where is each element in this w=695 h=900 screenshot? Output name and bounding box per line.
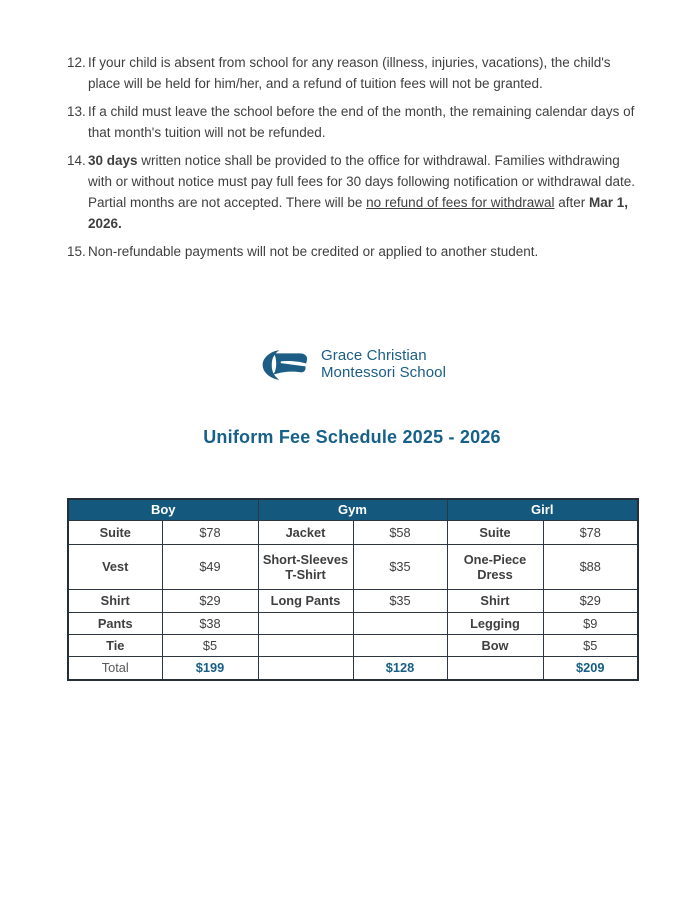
- school-logo: [67, 348, 637, 381]
- price-cell: $5: [543, 634, 638, 656]
- item-cell: Pants: [68, 612, 162, 634]
- policy-text: [88, 150, 637, 234]
- column-header-gym: Gym: [258, 499, 447, 520]
- page-title: Uniform Fee Schedule 2025 - 2026: [203, 427, 501, 447]
- price-cell: $78: [162, 520, 258, 544]
- total-row: [68, 656, 638, 680]
- policy-text: Non-refundable payments will not be credited or applied to another student.: [88, 244, 539, 259]
- policy-text-segment: after: [554, 195, 590, 210]
- school-book-logo-icon: [258, 349, 310, 381]
- price-cell: $29: [543, 589, 638, 612]
- table-row: [68, 634, 638, 656]
- price-cell: $5: [162, 634, 258, 656]
- item-cell: Bow: [447, 634, 543, 656]
- policy-text: If a child must leave the school before the end of the month, the remaining calendar days of that month's tuition will not be refunded.: [88, 104, 635, 140]
- column-header-boy: Boy: [68, 499, 258, 520]
- item-cell: Vest: [68, 544, 162, 589]
- item-cell: Legging: [447, 612, 543, 634]
- underlined-text: no refund of fees for withdrawal: [366, 195, 555, 210]
- price-cell: $29: [162, 589, 258, 612]
- policy-item-14: [67, 150, 637, 234]
- total-value-girl: $209: [543, 656, 638, 680]
- price-cell: $35: [353, 589, 447, 612]
- uniform-fee-table: [67, 498, 639, 681]
- logo-text-line1: Grace Christian: [320, 347, 427, 364]
- price-cell: $35: [353, 544, 447, 589]
- policy-number: 15.: [67, 244, 86, 259]
- price-cell: $58: [353, 520, 447, 544]
- table-row: [68, 612, 638, 634]
- empty-cell: [447, 656, 543, 680]
- price-cell: $88: [543, 544, 638, 589]
- price-cell: $38: [162, 612, 258, 634]
- item-cell: Suite: [447, 520, 543, 544]
- price-cell: $49: [162, 544, 258, 589]
- policy-item-13: [67, 101, 637, 143]
- policy-number: 14.: [67, 153, 86, 168]
- total-label-cell: Total: [68, 656, 162, 680]
- price-cell: $78: [543, 520, 638, 544]
- item-cell: Suite: [68, 520, 162, 544]
- table-row: [68, 520, 638, 544]
- table-row: [68, 544, 638, 589]
- policy-text: If your child is absent from school for any reason (illness, injuries, vacations), the child's place will be held for him/her, and a refund of tuition fees will not be granted.: [88, 55, 611, 91]
- price-cell: [353, 612, 447, 634]
- policy-item-15: [67, 241, 637, 262]
- policy-number: 13.: [67, 104, 86, 119]
- bold-text: Mar 1, 2026.: [88, 195, 629, 231]
- item-cell: Short-Sleeves T-Shirt: [258, 544, 353, 589]
- total-value-boy: $199: [162, 656, 258, 680]
- item-cell: [258, 612, 353, 634]
- price-cell: [353, 634, 447, 656]
- item-cell: [258, 634, 353, 656]
- policy-item-12: [67, 52, 637, 94]
- policy-text-segment: written notice shall be provided to the office for withdrawal. Families withdrawing with or without notice must pay full fees for 30 days following notification or withdrawal date. Partial months are not accepted. There will be: [88, 153, 636, 210]
- bold-text: 30 days: [88, 153, 138, 168]
- total-value-gym: $128: [353, 656, 447, 680]
- item-cell: Long Pants: [258, 589, 353, 612]
- item-cell: Shirt: [68, 589, 162, 612]
- policy-list: [67, 52, 637, 262]
- item-cell: Jacket: [258, 520, 353, 544]
- logo-text: [321, 348, 446, 381]
- empty-cell: [258, 656, 353, 680]
- item-cell: Tie: [68, 634, 162, 656]
- logo-text-line2: Montessori School: [320, 363, 447, 381]
- column-header-girl: Girl: [447, 499, 638, 520]
- item-cell: Shirt: [447, 589, 543, 612]
- table-row: [68, 589, 638, 612]
- policy-number: 12.: [67, 55, 86, 70]
- item-cell: One-Piece Dress: [447, 544, 543, 589]
- table-header-row: [68, 499, 638, 520]
- price-cell: $9: [543, 612, 638, 634]
